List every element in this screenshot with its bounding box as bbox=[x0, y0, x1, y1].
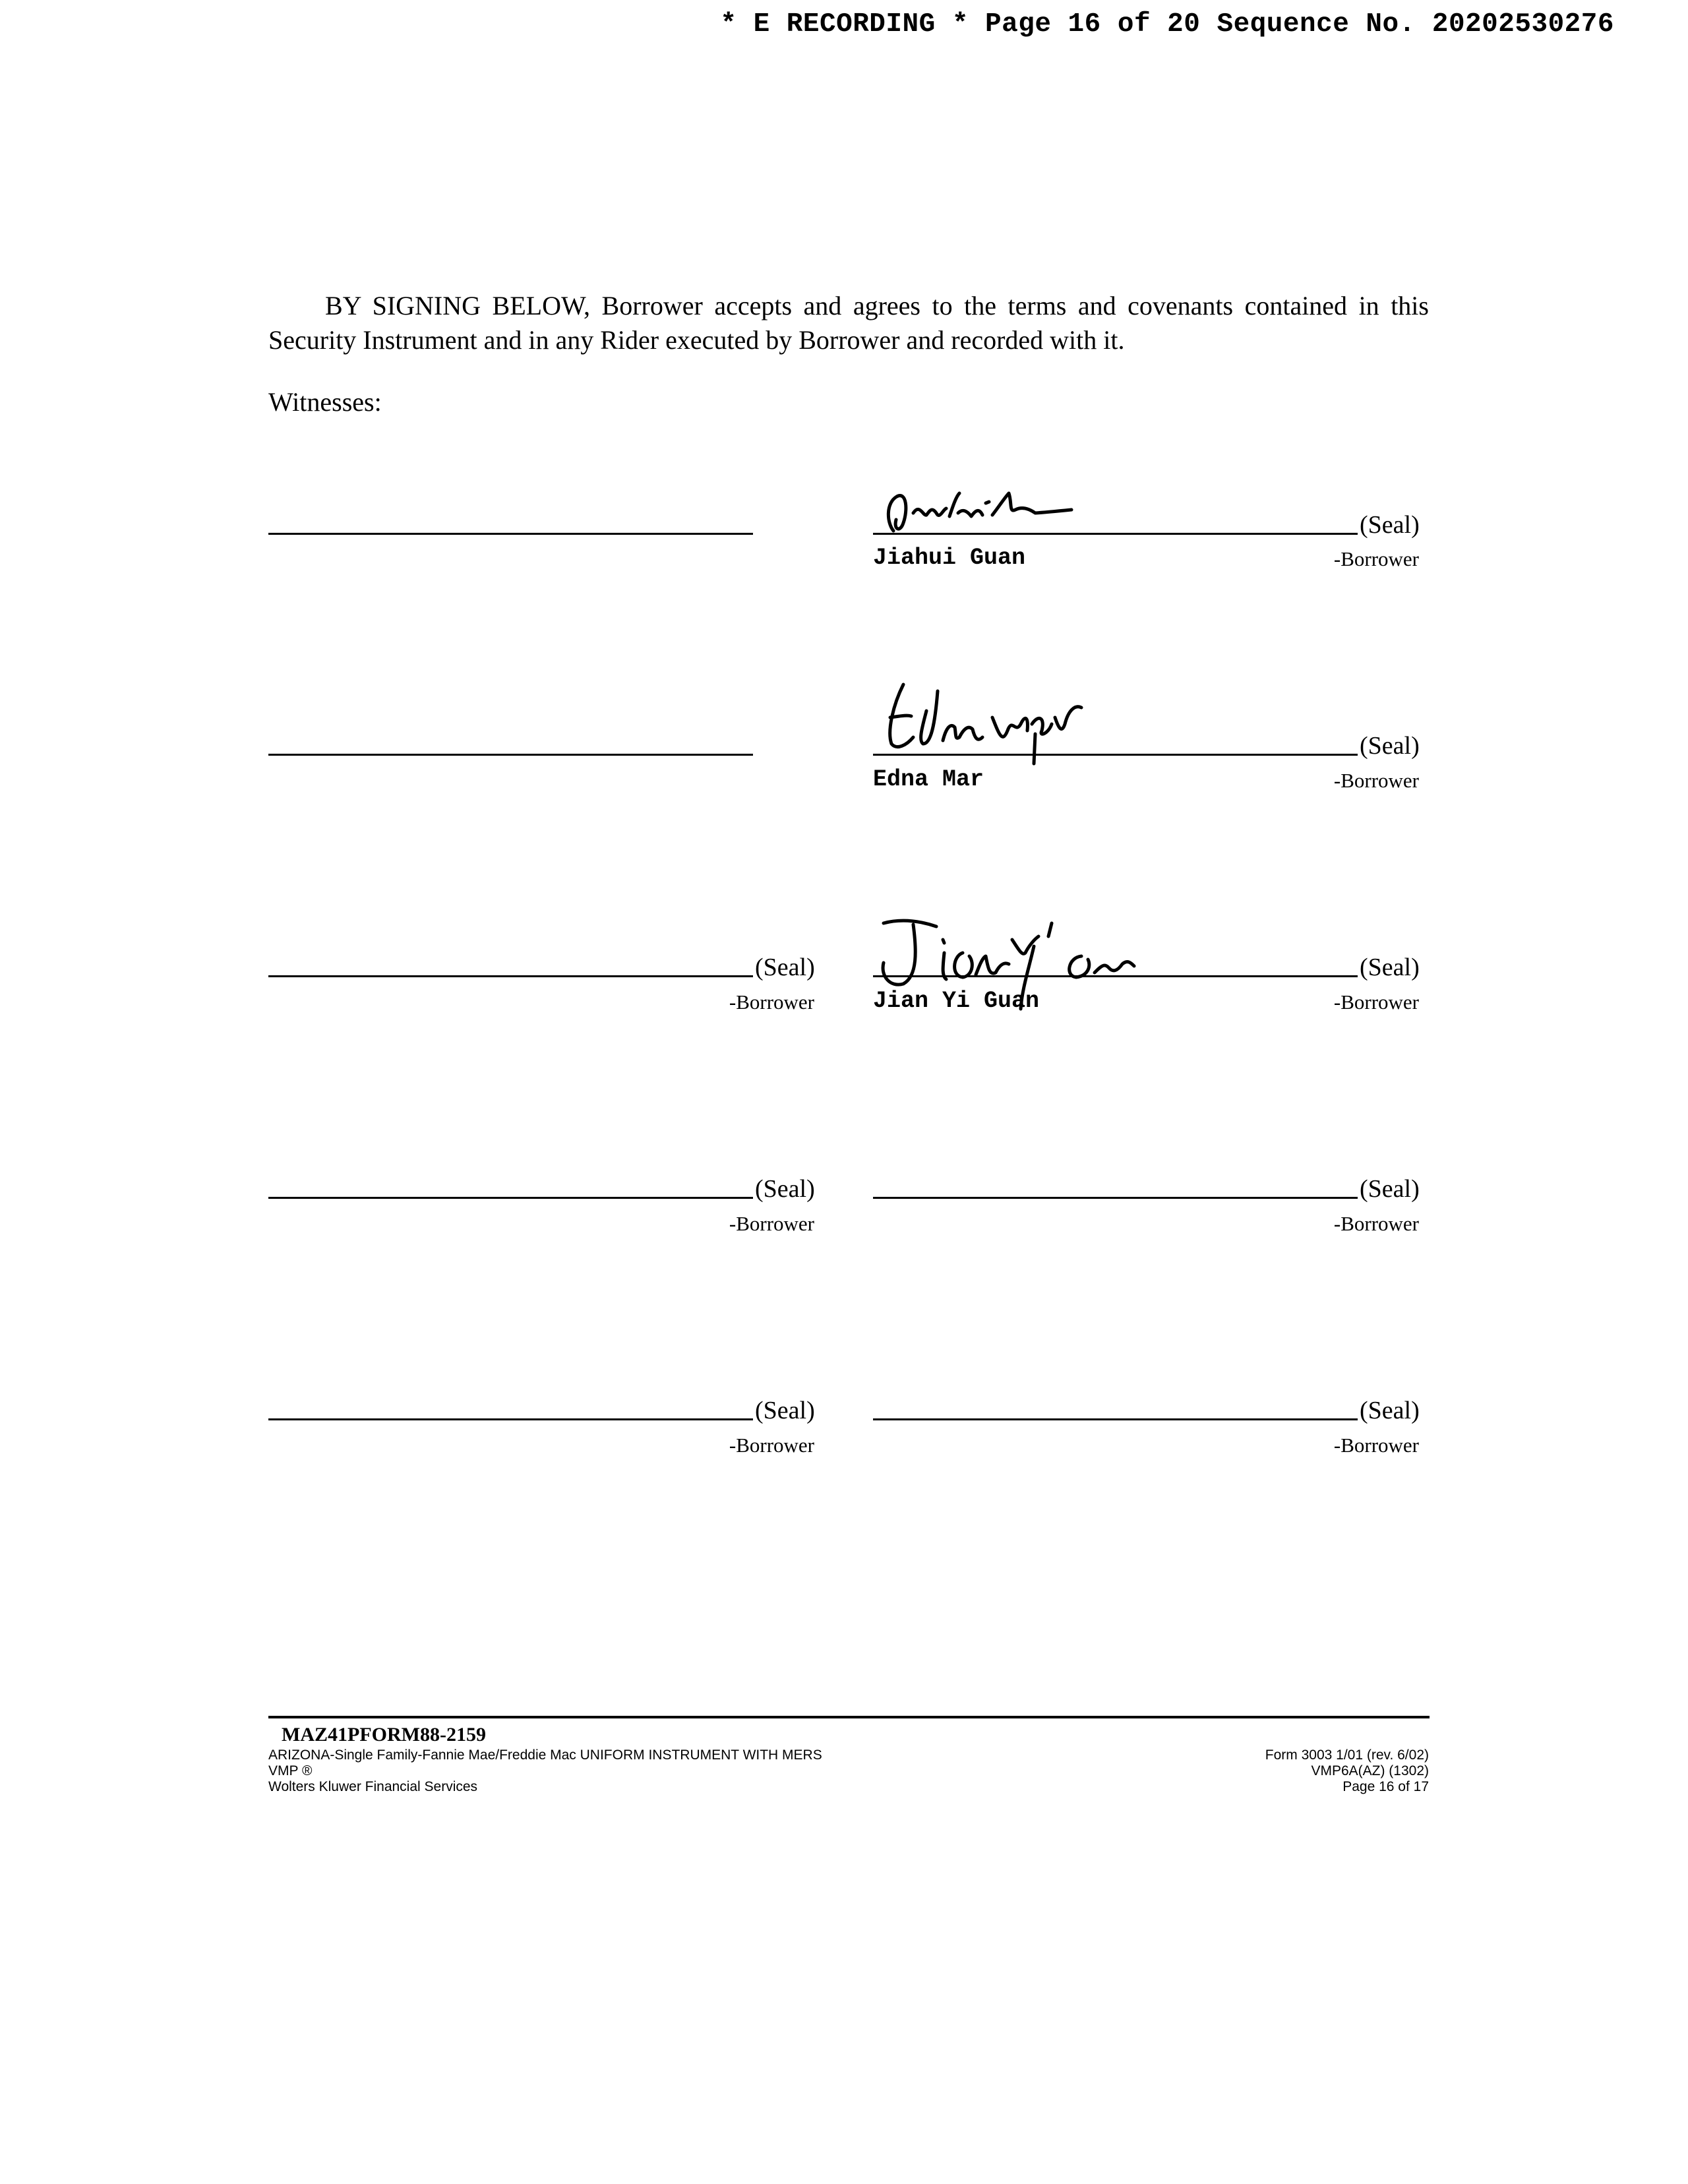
signing-statement: BY SIGNING BELOW, Borrower accepts and agrees to the terms and covenants contained in this Security Instrument and in any Rider executed by Borrower and recorded with it. bbox=[268, 291, 1429, 355]
borrower-line-5-left bbox=[268, 1418, 753, 1420]
borrower-line-1 bbox=[873, 533, 1358, 535]
role-label: -Borrower bbox=[1333, 990, 1419, 1014]
borrower-line-5-right bbox=[873, 1418, 1358, 1420]
seal-label: (Seal) bbox=[1360, 1175, 1420, 1203]
form-code: MAZ41PFORM88-2159 bbox=[282, 1724, 486, 1745]
witnesses-label: Witnesses: bbox=[268, 387, 382, 417]
seal-label: (Seal) bbox=[755, 1397, 815, 1424]
role-label: -Borrower bbox=[1333, 769, 1419, 792]
seal-label: (Seal) bbox=[1360, 511, 1420, 539]
footer-left-line: VMP ® bbox=[268, 1763, 313, 1778]
footer-right bbox=[1265, 1747, 1429, 1795]
footer-right-line: Page 16 of 17 bbox=[1342, 1779, 1429, 1794]
recording-header: * E RECORDING * Page 16 of 20 Sequence No. 20202530276 bbox=[720, 9, 1614, 40]
witness-line-2 bbox=[268, 754, 753, 756]
borrower-line-3-left bbox=[268, 975, 753, 977]
seal-label: (Seal) bbox=[755, 1175, 815, 1203]
role-label: -Borrower bbox=[1333, 1212, 1419, 1235]
role-label: -Borrower bbox=[729, 1434, 814, 1457]
seal-label: (Seal) bbox=[1360, 1397, 1420, 1424]
borrower-line-3-right bbox=[873, 975, 1358, 977]
signer-name-1: Jiahui Guan bbox=[873, 545, 1026, 571]
signature-jiahui-guan bbox=[874, 483, 1137, 536]
seal-label: (Seal) bbox=[755, 954, 815, 981]
footer-right-line: Form 3003 1/01 (rev. 6/02) bbox=[1265, 1747, 1429, 1763]
footer-left-line: ARIZONA-Single Family-Fannie Mae/Freddie Mac UNIFORM INSTRUMENT WITH MERS bbox=[268, 1747, 822, 1763]
footer-left bbox=[268, 1747, 822, 1795]
seal-label: (Seal) bbox=[1360, 954, 1420, 981]
role-label: -Borrower bbox=[729, 1212, 814, 1235]
role-label: -Borrower bbox=[729, 990, 814, 1014]
role-label: -Borrower bbox=[1333, 547, 1419, 570]
borrower-line-4-left bbox=[268, 1197, 753, 1199]
footer-rule bbox=[268, 1716, 1430, 1718]
seal-label: (Seal) bbox=[1360, 732, 1420, 760]
role-label: -Borrower bbox=[1333, 1434, 1419, 1457]
witness-line-1 bbox=[268, 533, 753, 535]
borrower-line-4-right bbox=[873, 1197, 1358, 1199]
signer-name-2: Edna Mar bbox=[873, 766, 984, 793]
footer-right-line: VMP6A(AZ) (1302) bbox=[1311, 1763, 1429, 1778]
signer-name-3: Jian Yi Guan bbox=[873, 988, 1040, 1014]
borrower-line-2 bbox=[873, 754, 1358, 756]
footer-left-line: Wolters Kluwer Financial Services bbox=[268, 1779, 478, 1794]
